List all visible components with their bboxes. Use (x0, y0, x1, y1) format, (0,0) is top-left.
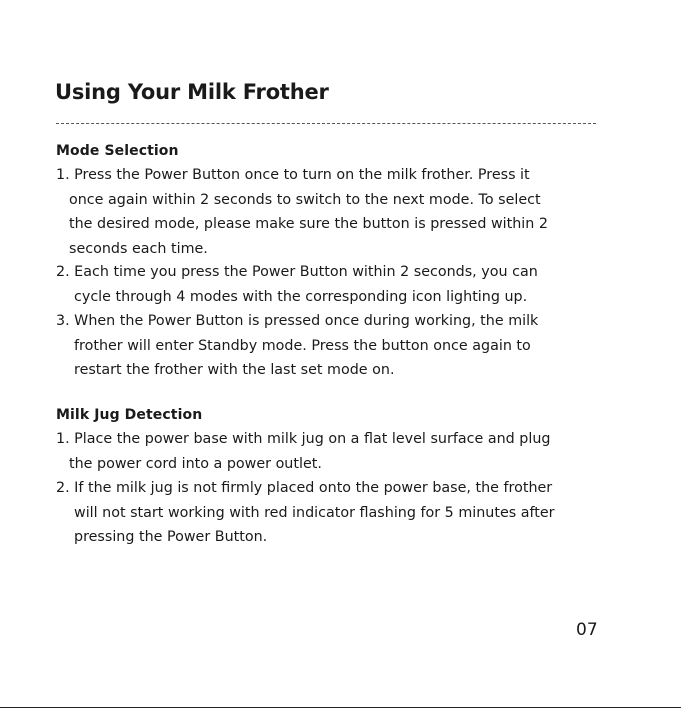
milk-jug-item-1 (56, 427, 596, 476)
milk-jug-item-2 (56, 476, 596, 550)
text-line: 1. Press the Power Button once to turn on the milk frother. Press it (56, 167, 530, 183)
mode-selection-item-3 (56, 309, 596, 383)
section-heading-milk-jug-detection: Milk Jug Detection (56, 407, 203, 423)
section-heading-mode-selection: Mode Selection (56, 143, 179, 159)
mode-selection-item-2 (56, 260, 596, 309)
text-line: 2. Each time you press the Power Button within 2 seconds, you can (56, 264, 538, 280)
text-line: restart the frother with the last set mode on. (74, 362, 395, 378)
page-number: 07 (576, 620, 598, 640)
text-line: 2. If the milk jug is not firmly placed onto the power base, the frother (56, 480, 553, 496)
bottom-rule (0, 707, 681, 708)
text-line: 1. Place the power base with milk jug on a flat level surface and plug (56, 431, 551, 447)
dashed-divider (56, 123, 596, 124)
text-line: once again within 2 seconds to switch to the next mode. To select (69, 191, 541, 208)
text-line: pressing the Power Button. (74, 529, 268, 545)
page-title: Using Your Milk Frother (55, 80, 329, 104)
text-line: frother will enter Standby mode. Press the button once again to (74, 337, 531, 354)
mode-selection-item-1 (56, 163, 596, 261)
text-line: cycle through 4 modes with the corresponding icon lighting up. (74, 288, 528, 305)
text-line: will not start working with red indicator flashing for 5 minutes after (74, 504, 555, 521)
text-line: the power cord into a power outlet. (69, 455, 322, 472)
text-line: seconds each time. (69, 240, 208, 257)
text-line: the desired mode, please make sure the button is pressed within 2 (69, 216, 548, 232)
text-line: 3. When the Power Button is pressed once during working, the milk (56, 313, 539, 329)
